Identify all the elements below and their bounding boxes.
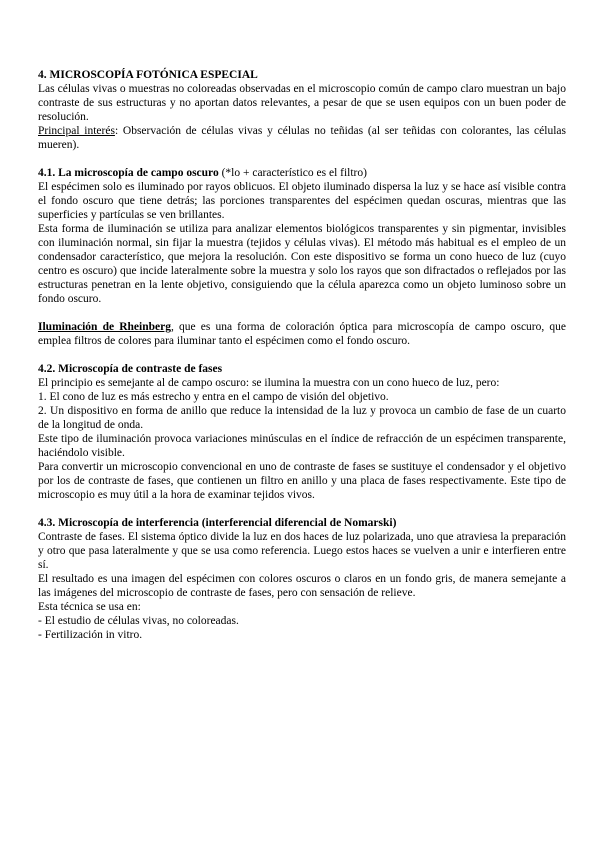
doc-title: 4. MICROSCOPÍA FOTÓNICA ESPECIAL bbox=[38, 69, 258, 81]
paragraph-rheinberg bbox=[38, 320, 566, 348]
paragraph-principal-interes bbox=[38, 124, 566, 152]
paragraph-4-3-a: Contraste de fases. El sistema óptico divide la luz en dos haces de luz polarizada, uno que atraviesa la preparación y otro que pasa lateralmente y que se usa como referencia. Luego estos haces se vuelven a unir e interfieren entre sí. bbox=[38, 531, 566, 571]
paragraph-4-2-c: Para convertir un microscopio convencional en uno de contraste de fases se sustituye el condensador y el objetivo por los de contraste de fases, que contienen un filtro en anillo y una placa de fases respectivamente. Este tipo de microscopio es muy útil a la hora de examinar tejidos vivos. bbox=[38, 461, 566, 501]
paragraph-intro: Las células vivas o muestras no coloreadas observadas en el microscopio común de campo claro muestran un bajo contraste de sus estructuras y no aportan datos relevantes, a pesar de que se usen equipos con un buen poder de resolución. bbox=[38, 83, 566, 123]
heading-4-2 bbox=[38, 362, 566, 376]
heading-4-1-title: 4.1. La microscopía de campo oscuro bbox=[38, 167, 219, 179]
list-item-4-2-1: 1. El cono de luz es más estrecho y entra en el campo de visión del objetivo. bbox=[38, 391, 389, 403]
paragraph-4-2-b: Este tipo de iluminación provoca variaciones minúsculas en el índice de refracción de un espécimen transparente, haciéndolo visible. bbox=[38, 433, 566, 459]
heading-4-2-title: 4.2. Microscopía de contraste de fases bbox=[38, 363, 223, 375]
paragraph-4-1-b: Esta forma de iluminación se utiliza para analizar elementos biológicos transparentes y sin pigmentar, invisibles con iluminación normal, sin fijar la muestra (tejidos y células vivas). El método más habitual es el empleo de un condensador característico, que mejora la resolución. Con este dispositivo se forma un cono hueco de luz (cuyo centro es oscuro) que incide lateralmente sobre la muestra y solo los rayos que son difractados o reflejados por las estructuras penetran en la lente objetivo, consiguiendo que la célula aparezca como un objeto luminoso sobre un fondo oscuro. bbox=[38, 223, 566, 305]
paragraph-4-1-a: El espécimen solo es iluminado por rayos oblicuos. El objeto iluminado dispersa la luz y se hace así visible contra el fondo oscuro que tiene detrás; las porciones transparentes del espécimen quedan oscuras, mientras que las superficies y partículas se ven brillantes. bbox=[38, 181, 566, 221]
principal-interes-text: : Observación de células vivas y células no teñidas (al ser teñidas con colorantes, las células mueren). bbox=[38, 125, 566, 151]
paragraph-4-3-uses: Esta técnica se usa en: bbox=[38, 601, 141, 613]
list-item-4-2-2: 2. Un dispositivo en forma de anillo que reduce la intensidad de la luz y provoca un cambio de fase de un cuarto de la longitud de onda. bbox=[38, 405, 566, 431]
heading-4-3-title: 4.3. Microscopía de interferencia (interferencial diferencial de Nomarski) bbox=[38, 517, 397, 529]
list-item-4-3-2: - Fertilización in vitro. bbox=[38, 629, 143, 641]
heading-4-3 bbox=[38, 516, 566, 530]
heading-4-1-note: (*lo + característico es el filtro) bbox=[218, 167, 367, 179]
principal-interes-label: Principal interés bbox=[38, 125, 115, 137]
rheinberg-text: , que es una forma de coloración óptica para microscopía de campo oscuro, que emplea filtros de colores para iluminar tanto el espécimen como el fondo oscuro. bbox=[38, 321, 567, 347]
paragraph-4-3-b: El resultado es una imagen del espécimen con colores oscuros o claros en un fondo gris, de manera semejante a las imágenes del microscopio de contraste de fases, pero con sensación de relieve. bbox=[38, 573, 566, 599]
list-item-4-3-1: - El estudio de células vivas, no coloreadas. bbox=[38, 615, 239, 627]
paragraph-4-2-a: El principio es semejante al de campo oscuro: se ilumina la muestra con un cono hueco de luz, pero: bbox=[38, 377, 500, 389]
rheinberg-label: Iluminación de Rheinberg bbox=[38, 321, 171, 333]
heading-4-1 bbox=[38, 166, 566, 180]
